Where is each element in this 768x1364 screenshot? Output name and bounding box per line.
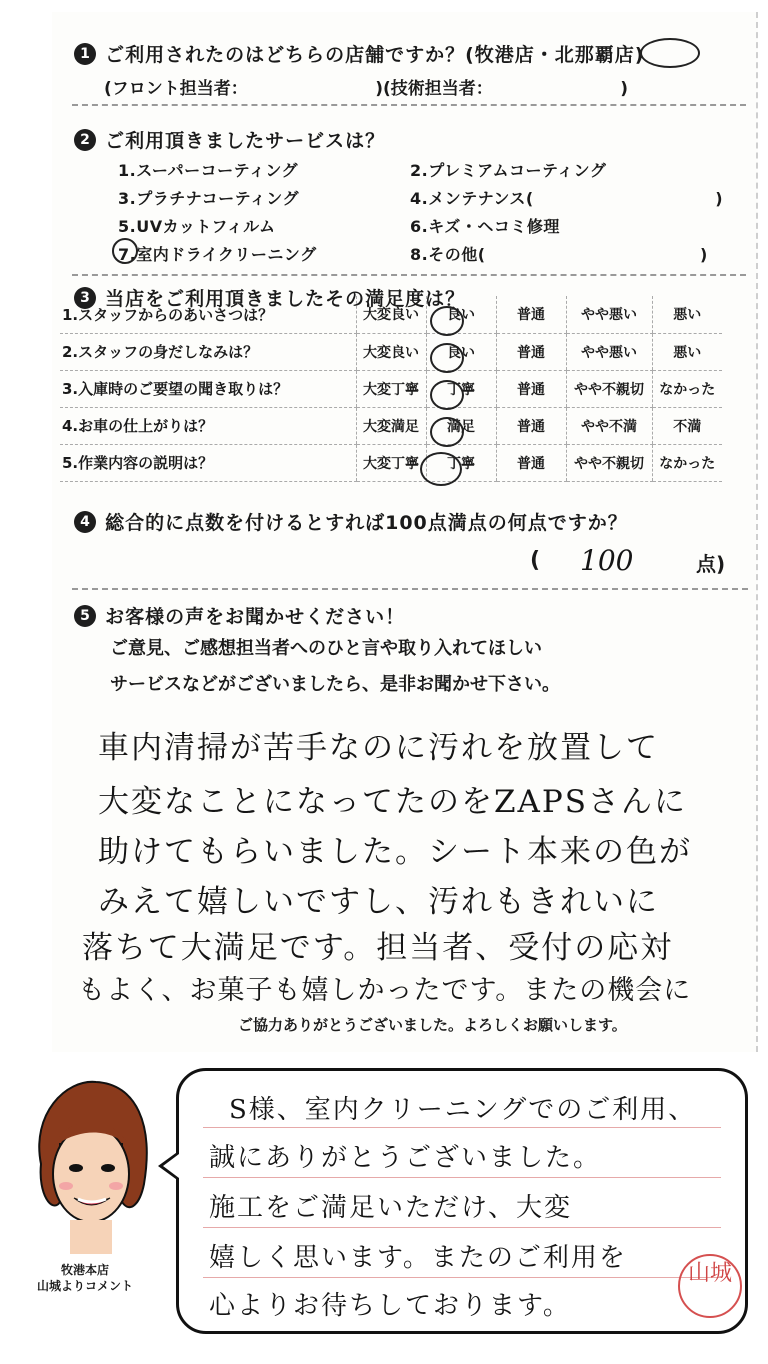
service-option: 2.プレミアムコーティング xyxy=(410,161,607,180)
rating-option: 悪い xyxy=(652,296,722,333)
staff-comment-line: 施工をご満足いただけ、大変 xyxy=(209,1193,572,1223)
rating-option: 丁寧 xyxy=(426,370,496,407)
score-value: 100 xyxy=(580,544,634,577)
question-5 xyxy=(74,602,768,629)
bubble-tail-inner xyxy=(163,1154,179,1178)
rating-option: やや悪い xyxy=(566,296,652,333)
staff-comment-box xyxy=(176,1068,748,1334)
question-5-sub-1: ご意見、ご感想担当者へのひと言や取り入れてほしい xyxy=(110,638,542,659)
question-number: 1 xyxy=(74,43,96,65)
customer-voice-line: みえて嬉しいですし、汚れもきれいに xyxy=(98,884,659,920)
rating-option: 普通 xyxy=(496,333,566,370)
table-row xyxy=(60,407,722,444)
rating-option: 悪い xyxy=(652,333,722,370)
rating-option-selected: 大変丁寧 xyxy=(356,444,426,481)
rating-circle xyxy=(430,306,464,336)
customer-voice-line: 車内清掃が苦手なのに汚れを放置して xyxy=(98,730,659,766)
staff-comment-label: 山城よりコメント xyxy=(36,1279,133,1293)
rating-option: やや悪い xyxy=(566,333,652,370)
rating-option: 不満 xyxy=(652,407,722,444)
question-text: 総合的に点数を付けるとすれば100点満点の何点ですか？ xyxy=(105,512,628,534)
question-number: 2 xyxy=(74,129,96,151)
question-text: お客様の声をお聞かせください！ xyxy=(105,606,406,628)
rating-question: 4.お車の仕上がりは？ xyxy=(60,407,356,444)
question-number: 3 xyxy=(74,287,96,309)
service-option-selected: 7.室内ドライクリーニング xyxy=(118,245,317,264)
rating-question: 1.スタッフからのあいさつは？ xyxy=(60,296,356,333)
rating-option: なかった xyxy=(652,444,722,481)
staff-comment-line: S様、室内クリーニングでのご利用、 xyxy=(229,1095,697,1125)
rating-option: やや不親切 xyxy=(566,370,652,407)
satisfaction-table xyxy=(60,296,722,482)
staff-avatar xyxy=(26,1074,156,1254)
rating-circle xyxy=(430,380,464,410)
rating-circle xyxy=(430,417,464,447)
rating-option: 良い xyxy=(426,296,496,333)
rating-option: 満足 xyxy=(426,407,496,444)
rating-option-selected: 大変満足 xyxy=(356,407,426,444)
question-number: 5 xyxy=(74,605,96,627)
customer-voice-line: 落ちて大満足です。担当者、受付の応対 xyxy=(82,930,674,966)
table-row xyxy=(60,296,722,333)
question-2 xyxy=(74,126,756,153)
service-option: 1.スーパーコーティング xyxy=(118,161,299,180)
rating-question: 5.作業内容の説明は？ xyxy=(60,444,356,481)
staff-store: 牧港本店 xyxy=(60,1263,109,1277)
rating-question: 3.入庫時のご要望の聞き取りは？ xyxy=(60,370,356,407)
rating-option-selected: 大変丁寧 xyxy=(356,370,426,407)
service-option: 8.その他( ) xyxy=(410,245,708,264)
stamp-text: 山城 xyxy=(687,1261,732,1286)
rating-circle xyxy=(430,343,464,373)
ruled-line xyxy=(203,1127,721,1128)
ruled-line xyxy=(203,1177,721,1178)
staff-comment-line: 心よりお待ちしております。 xyxy=(209,1291,571,1321)
question-text: 当店をご利用頂きましたその満足度は？ xyxy=(105,288,466,310)
rating-option: 普通 xyxy=(496,296,566,333)
staff-label xyxy=(20,1262,150,1294)
thanks-line: ご協力ありがとうございました。よろしくお願いします。 xyxy=(238,1016,627,1034)
question-text: ご利用頂きましたサービスは？ xyxy=(105,130,386,152)
score-open-paren: ( xyxy=(530,548,541,573)
divider xyxy=(72,104,746,106)
rating-option: 普通 xyxy=(496,407,566,444)
rating-option: 普通 xyxy=(496,444,566,481)
question-5-sub-2: サービスなどがございましたら、是非お聞かせ下さい。 xyxy=(110,674,560,695)
staff-line: (フロント担当者： )(技術担当者： ) xyxy=(104,79,629,99)
rating-question: 2.スタッフの身だしなみは？ xyxy=(60,333,356,370)
table-row xyxy=(60,444,722,481)
service-option: 3.プラチナコーティング xyxy=(118,189,299,208)
rating-option: 丁寧 xyxy=(426,444,496,481)
rating-option-selected: 大変良い xyxy=(356,333,426,370)
score-unit: 点) xyxy=(696,552,726,576)
ruled-line xyxy=(203,1277,721,1278)
staff-comment-line: 嬉しく思います。またのご利用を xyxy=(209,1243,627,1273)
rating-option: 良い xyxy=(426,333,496,370)
rating-option: やや不親切 xyxy=(566,444,652,481)
rating-option: 普通 xyxy=(496,370,566,407)
staff-comment-line: 誠にありがとうございました。 xyxy=(209,1143,602,1173)
selected-service-circle xyxy=(112,238,138,264)
name-stamp xyxy=(678,1254,742,1318)
divider xyxy=(72,274,746,276)
customer-voice-line: 助けてもらいました。シート本来の色が xyxy=(98,834,692,870)
rating-circle xyxy=(420,452,462,486)
rating-option: なかった xyxy=(652,370,722,407)
service-option: 4.メンテナンス( ) xyxy=(410,189,724,208)
question-number: 4 xyxy=(74,511,96,533)
question-4 xyxy=(74,508,768,535)
rating-option: やや不満 xyxy=(566,407,652,444)
table-row xyxy=(60,333,722,370)
ruled-line xyxy=(203,1227,721,1228)
question-text: ご利用されたのはどちらの店舗ですか？(牧港店・北那覇店) xyxy=(105,44,645,66)
service-option: 6.キズ・ヘコミ修理 xyxy=(410,217,560,236)
customer-voice-line: もよく、お菓子も嬉しかったです。またの機会に xyxy=(78,975,692,1006)
service-option: 5.UVカットフィルム xyxy=(118,217,276,236)
divider xyxy=(72,588,748,590)
table-row xyxy=(60,370,722,407)
selected-store-circle xyxy=(640,38,700,68)
rating-option-selected: 大変良い xyxy=(356,296,426,333)
customer-voice-line: 大変なことになってたのをZAPSさんに xyxy=(98,784,688,820)
